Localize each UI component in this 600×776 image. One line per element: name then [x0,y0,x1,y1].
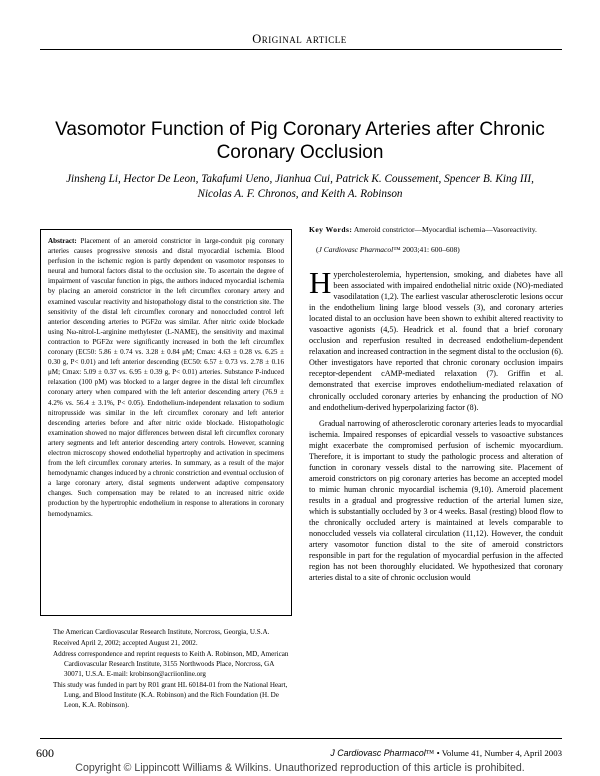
authors-line-1: Jinsheng Li, Hector De Leon, Takafumi Ueno, Jianhua Cui, Patrick K. Coussement, Spencer B. King III, [66,173,534,185]
keywords-text: Ameroid constrictor—Myocardial ischemia—Vasoreactivity. [353,225,537,234]
citation-journal: J Cardiovasc Pharmacol [318,245,394,254]
abstract-text: Placement of an ameroid constrictor in large-conduit pig coronary arteries causes progressive stenosis and distal myocardial ischemia. Blood perfusion in the ischemic region is partly dependent on vasomotor responses to neural and humoral factors distal to the occlusion site. To ascertain the degree of impairment of vascular function in pigs, the authors induced myocardial ischemia by placing an ameroid constrictor in the left circumflex coronary artery and examined vascular reactivity and histopathology distal to the constriction site. The sensitivity of the distal left circumflex coronary and nonoccluded control left anterior descending arteries to PGF2α was similar. After nitric oxide blockade using Nω-nitrol-L-arginine methylester (L-NAME), the sensitivity and maximal contraction to PGF2α were significantly increased in both the left circumflex coronary (EC50: 5.86 ± 0.74 vs. 3.28 ± 0.84 μM; Cmax: 4.63 ± 0.28 vs. 6.25 ± 0.30 g, P< 0.01) and left anterior descending (EC50: 6.57 ± 0.73 vs. 2.78 ± 0.16 μM; Cmax: 5.09 ± 0.37 vs. 6.95 ± 0.39 g, P< 0.01) arteries. Substance P-induced relaxation (100 pM) was blocked to a larger degree in the distal left circumflex coronary artery when compared with the left anterior descending artery (76.9 ± 4.2% vs. 56.4 ± 3.1%, P< 0.05). Endothelium-independent relaxation to sodium nitroprusside was similar in the left circumflex coronary and left anterior descending arteries before and after nitric oxide blockade. Histopathologic examination showed no major differences between distal left circumflex coronary artery segments and left anterior descending artery controls. However, scanning electron microscopy showed endothelial hypertrophy and activation in specimens from the left circumflex coronary arteries. In summary, as a result of the major hemodynamic changes induced by a chronic constriction and eventual occlusion of a large coronary artery, distal segments underwent adaptive compensatory changes. Such compensation may be related to an increased nitric oxide production by the hypertrophic endothelium in response to alterations in coronary hemodynamics. [48,237,284,518]
author-list [40,172,560,201]
authors-line-2: Nicolas A. F. Chronos, and Keith A. Robinson [197,187,403,200]
body-paragraph-1-text: ypercholesterolemia, hypertension, smoking, and diabetes have all been associated with impaired endothelial nitric oxide (NO)-mediated vasodilatation (1,2). The earliest vascular atherosclerotic lesions occur in the endothelium lining large blood vessels (3), and coronary arteries located distal to an occlusion have been shown to exhibit altered reactivity to vasoactive agonists (4,5). Headrick et al. found that a brief coronary occlusion and reperfusion resulted in decreased endothelium-dependent relaxation and increased contraction in the segment distal to the occlusion (6). Other investigators have reported that chronic coronary occlusion impairs receptor-dependent cAMP-mediated relaxation (7). Griffin et al. demonstrated that exercise improves endothelium-mediated relaxation of chronically occluded coronary arteries by enhancing the production of NO and endothelium-derived hyperpolarizing factor (8). [309,270,563,412]
affiliation-funding: This study was funded in part by R01 grant HL 60184-01 from the National Heart, Lung, and Blood Institute (K.A. Robinson) and the Rich Foundation (H. De Leon, K.A. Robinson). [53,681,288,709]
footer-journal-name: J Cardiovasc Pharmacol [330,748,426,758]
article-title: Vasomotor Function of Pig Coronary Arteries after Chronic Coronary Occlusion [55,119,545,163]
affiliation-dates: Received April 2, 2002; accepted August 21, 2002. [53,639,198,647]
affiliation-correspondence: Address correspondence and reprint requests to Keith A. Robinson, MD, American Cardiovascular Research Institute, 3155 Northwoods Place, Norcross, GA 30071, U.S.A. E-mail: krobinson@acriionline.org [53,650,289,678]
copyright-notice: Copyright © Lippincott Williams & Wilkins. Unauthorized reproduction of this article is prohibited. [75,762,525,774]
citation: (J Cardiovasc Pharmacol™ 2003;41: 600–608) [316,245,460,254]
citation-details: ™ 2003;41: 600–608) [393,245,460,254]
affiliation-institute: The American Cardiovascular Research Institute, Norcross, Georgia, U.S.A. [53,628,270,636]
footer-journal [300,748,562,758]
keywords-label: Key Words: [309,225,353,234]
page-number: 600 [36,746,54,760]
abstract-box [40,229,292,616]
right-column [309,225,563,583]
header-rule [40,49,562,50]
body-paragraph-2: Gradual narrowing of atherosclerotic coronary arteries leads to myocardial ischemia. Impaired responses of epicardial vessels to vasoactive substances might exacerbate the compromised perfusion of ischemic myocardium. Therefore, it is important to study the pathologic process and alteration of function in coronary vessels distal to the narrowing site. Placement of ameroid constrictors on pig coronary arteries has become an accepted model to mimic human chronic myocardial ischemia (9,10). Ameroid placement results in a gradual and progressive reduction of the arterial lumen size, which is substantially occluded by 3 or 4 weeks. Basal (resting) blood flow to the chronically occluded artery is maintained at levels comparable to nonoccluded vessels via collateral circulation (11,12). However, the conduit artery vasomotor function distal to the site of ameroid constrictors responsible in part for the regulation of myocardial perfusion in the affected region has not been thoroughly elucidated. We hypothesized that coronary arteries distal to a site of chronic occlusion would [309,418,563,583]
abstract-label: Abstract: [48,237,77,245]
keywords [309,225,563,235]
section-label: Original article [252,32,347,46]
body-paragraph-1 [309,265,563,413]
drop-cap: H [309,265,332,300]
footer-issue: ™ • Volume 41, Number 4, April 2003 [425,748,562,758]
footer-rule [40,738,562,739]
affiliations [53,627,295,711]
